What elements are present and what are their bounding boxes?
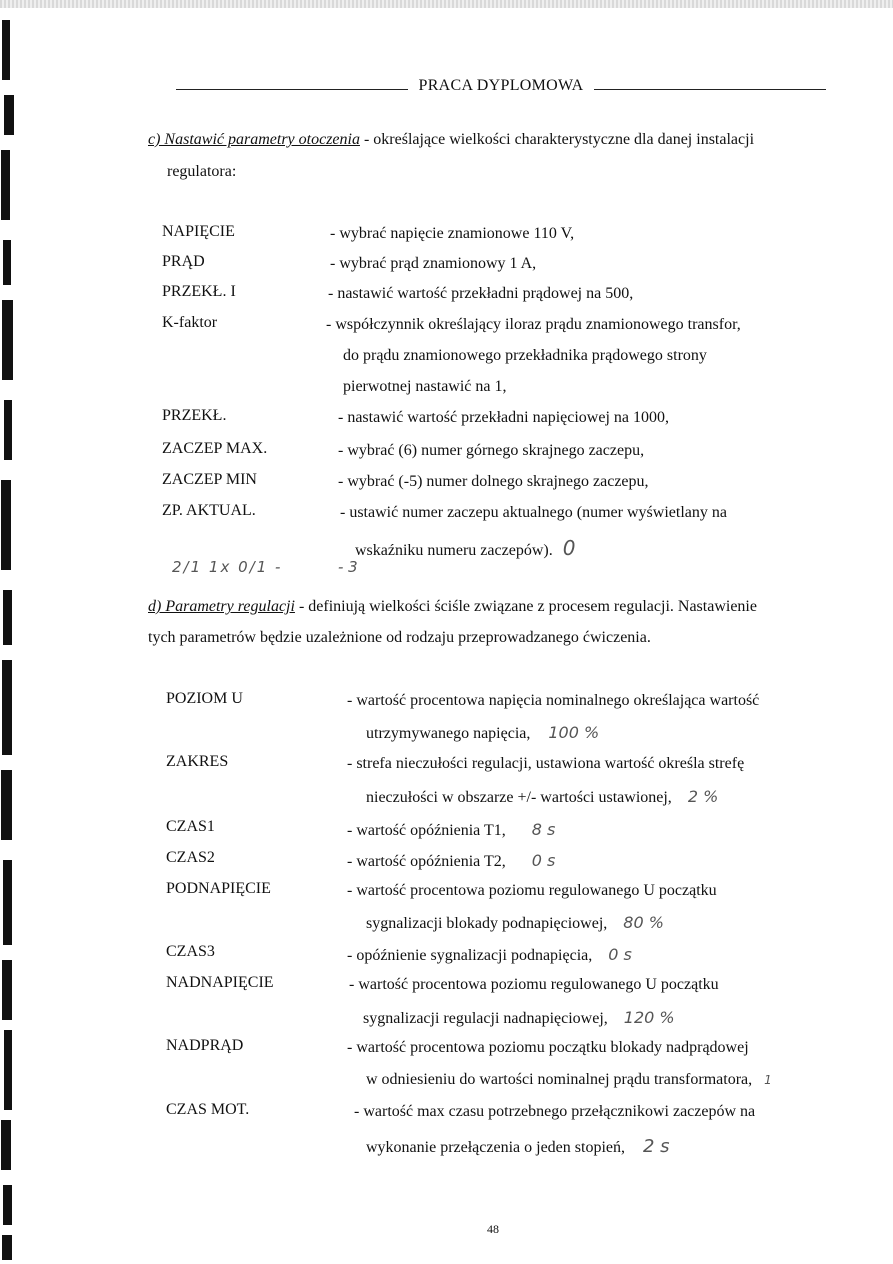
param-name: CZAS1 — [166, 818, 215, 835]
param-name: PRZEKŁ. I — [162, 283, 236, 300]
param-desc: - wartość procentowa poziomu regulowanego U początku — [347, 882, 717, 899]
section-d-intro-1: - definiują wielkości ściśle związane z procesem regulacji. Nastawienie — [298, 598, 757, 615]
param-desc-cont-line — [366, 913, 664, 933]
param-name: POZIOM U — [166, 690, 243, 707]
param-desc-cont-line — [355, 536, 575, 560]
param-desc-cont: sygnalizacji regulacji nadnapięciowej, — [363, 1010, 608, 1027]
param-desc-cont: wskaźniku numeru zaczepów). — [355, 542, 553, 559]
param-name: PRZEKŁ. — [162, 407, 227, 424]
param-desc: - wybrać prąd znamionowy 1 A, — [330, 255, 537, 272]
scan-top-strip — [0, 0, 893, 8]
param-desc-cont-line — [366, 723, 599, 743]
param-desc-cont: sygnalizacji blokady podnapięciowej, — [366, 915, 608, 932]
handwritten-value: 120 % — [623, 1008, 675, 1027]
param-desc-cont: pierwotnej nastawić na 1, — [343, 378, 507, 395]
page-number: 48 — [487, 1222, 499, 1236]
section-c-heading: c) Nastawić parametry otoczenia — [148, 131, 360, 148]
param-desc: - ustawić numer zaczepu aktualnego (numer wyświetlany na — [340, 504, 727, 521]
param-desc-cont: w odniesieniu do wartości nominalnej prądu transformatora, — [366, 1071, 753, 1088]
param-desc-cont-line — [366, 1071, 772, 1089]
section-d-heading: d) Parametry regulacji — [148, 598, 295, 615]
param-desc-cont: nieczułości w obszarze +/- wartości ustawionej, — [366, 789, 672, 806]
section-c-intro-1: - określające wielkości charakterystyczne dla danej instalacji — [363, 131, 755, 148]
param-desc-cont: wykonanie przełączenia o jeden stopień, — [366, 1139, 625, 1156]
param-desc: - wartość opóźnienia T1, — [347, 822, 506, 839]
handwritten-note-mid: - 3 — [338, 558, 358, 576]
param-name: PRĄD — [162, 253, 205, 270]
param-desc: - wybrać (-5) numer dolnego skrajnego zaczepu, — [338, 473, 649, 490]
section-c-heading-line — [148, 131, 754, 149]
param-desc: - wybrać napięcie znamionowe 110 V, — [330, 225, 575, 242]
param-name: NADNAPIĘCIE — [166, 974, 274, 991]
handwritten-value: 0 s — [608, 945, 632, 964]
handwritten-value: 0 s — [531, 851, 556, 870]
handwritten-value: 8 s — [531, 820, 556, 839]
param-desc-cont: utrzymywanego napięcia, — [366, 725, 531, 742]
param-desc: - nastawić wartość przekładni napięciowej na 1000, — [338, 409, 669, 426]
section-c-intro-2: regulatora: — [167, 163, 237, 180]
param-desc-line — [347, 945, 632, 965]
param-desc: - nastawić wartość przekładni prądowej na 500, — [328, 285, 634, 302]
param-name: PODNAPIĘCIE — [166, 880, 271, 897]
handwritten-value: 100 % — [548, 723, 600, 742]
handwritten-mark: 0 — [562, 536, 576, 560]
handwritten-value: 2 % — [687, 787, 719, 806]
handwritten-value: 1 — [764, 1073, 772, 1087]
param-name: ZACZEP MAX. — [162, 440, 268, 457]
param-desc: - wartość max czasu potrzebnego przełącznikowi zaczepów na — [354, 1103, 756, 1120]
section-d-heading-line — [148, 598, 757, 616]
param-name: ZACZEP MIN — [162, 471, 257, 488]
param-desc-cont-line — [366, 1136, 670, 1157]
param-desc: - wartość procentowa poziomu regulowanego U początku — [349, 976, 719, 993]
param-desc-line — [347, 851, 555, 871]
param-name: ZP. AKTUAL. — [162, 502, 256, 519]
param-desc: - wybrać (6) numer górnego skrajnego zaczepu, — [338, 442, 645, 459]
header-title: PRACA DYPLOMOWA — [418, 77, 584, 94]
section-d-intro-2: tych parametrów będzie uzależnione od rodzaju przeprowadzanego ćwiczenia. — [148, 629, 651, 646]
param-desc-cont-line — [363, 1008, 675, 1028]
param-desc-cont: do prądu znamionowego przekładnika prądowego strony — [343, 347, 707, 364]
param-name: K-faktor — [162, 314, 218, 331]
param-desc: - wartość opóźnienia T2, — [347, 853, 506, 870]
header-rule-left — [176, 89, 408, 90]
param-desc: - wartość procentowa napięcia nominalnego określająca wartość — [347, 692, 760, 709]
param-name: CZAS3 — [166, 943, 215, 960]
param-desc: - strefa nieczułości regulacji, ustawiona wartość określa strefę — [347, 755, 745, 772]
param-name: CZAS2 — [166, 849, 215, 866]
param-desc-cont-line — [366, 787, 718, 807]
param-desc: - opóźnienie sygnalizacji podnapięcia, — [347, 947, 593, 964]
param-desc: - współczynnik określający iloraz prądu znamionowego transfor, — [326, 316, 741, 333]
header-rule-right — [594, 89, 826, 90]
param-name: ZAKRES — [166, 753, 229, 770]
param-desc: - wartość procentowa poziomu początku blokady nadprądowej — [347, 1039, 749, 1056]
handwritten-value: 80 % — [623, 913, 664, 932]
param-desc-line — [347, 820, 555, 840]
handwritten-value: 2 s — [643, 1136, 670, 1157]
page-header — [176, 77, 826, 101]
scan-binding-edge — [0, 0, 22, 1264]
param-name: NAPIĘCIE — [162, 223, 235, 240]
param-name: CZAS MOT. — [166, 1101, 250, 1118]
handwritten-note-left: 2/1 1x 0/1 - — [172, 558, 283, 576]
param-name: NADPRĄD — [166, 1037, 244, 1054]
